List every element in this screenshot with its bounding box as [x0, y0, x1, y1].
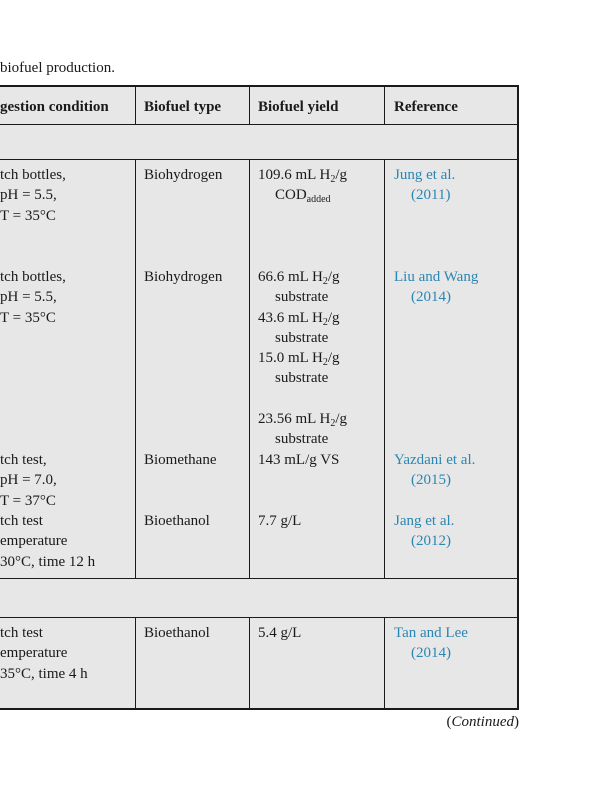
row-divider [0, 617, 517, 618]
yield-value: COD [275, 187, 307, 204]
yield-value: substrate [275, 289, 329, 306]
cell-biofuel-type: Biohydrogen [144, 269, 223, 285]
cell-digestion-condition [0, 267, 66, 328]
yield-line [258, 185, 347, 205]
cell-digestion-condition [0, 165, 66, 226]
cell-digestion-condition [0, 623, 88, 684]
cell-reference[interactable] [394, 165, 455, 206]
cell-biofuel-yield [258, 165, 347, 206]
yield-value: 5.4 g/L [258, 625, 302, 641]
header-biofuel-yield: Biofuel yield [258, 99, 339, 115]
yield-subscript: 2 [330, 174, 336, 185]
condition-line: tch test [0, 513, 43, 529]
row-divider [0, 159, 517, 160]
continued-note: (Continued) [446, 714, 519, 730]
reference-link-line[interactable]: Liu and Wang [394, 269, 479, 285]
cell-biofuel-yield [258, 267, 347, 449]
condition-line: pH = 5.5, [0, 289, 57, 306]
reference-link-line[interactable]: (2015) [411, 472, 451, 489]
yield-unit: /g [335, 410, 348, 427]
condition-line: tch test, [0, 452, 47, 468]
cell-reference[interactable] [394, 623, 468, 664]
condition-line: tch bottles, [0, 269, 66, 285]
yield-value: 23.56 mL H [258, 410, 331, 427]
condition-line: emperature [0, 533, 68, 550]
reference-link-line[interactable]: (2011) [411, 187, 451, 204]
yield-spacer [258, 389, 347, 409]
reference-link-line[interactable]: (2014) [411, 289, 451, 306]
yield-unit: /g [327, 309, 340, 326]
yield-unit: /g [327, 269, 340, 285]
condition-line: tch bottles, [0, 167, 66, 183]
yield-line [258, 328, 347, 348]
yield-subscript: 2 [330, 417, 336, 429]
reference-link-line[interactable]: (2014) [411, 645, 451, 662]
yield-line [258, 429, 347, 449]
condition-line: T = 37°C [0, 492, 56, 509]
condition-line: emperature [0, 645, 68, 662]
condition-line: pH = 5.5, [0, 187, 57, 204]
cell-biofuel-type: Bioethanol [144, 513, 210, 529]
reference-link-line[interactable]: Jang et al. [394, 513, 455, 529]
condition-line: T = 35°C [0, 309, 56, 326]
reference-link-line[interactable]: (2012) [411, 533, 451, 550]
cell-reference[interactable] [394, 511, 454, 552]
yield-value: 109.6 mL H [258, 167, 331, 183]
yield-line [258, 409, 347, 429]
yield-line [258, 308, 347, 328]
yield-subscript: 2 [322, 316, 328, 328]
cell-biofuel-type: Bioethanol [144, 625, 210, 641]
header-biofuel-type: Biofuel type [144, 99, 222, 115]
yield-line [258, 368, 347, 388]
cell-digestion-condition [0, 511, 95, 572]
cell-biofuel-type: Biomethane [144, 452, 217, 468]
yield-subscript: added [306, 194, 331, 206]
yield-value: substrate [275, 431, 329, 448]
cell-reference[interactable] [394, 267, 478, 308]
cell-biofuel-yield [258, 450, 339, 470]
yield-line [258, 623, 301, 643]
yield-line [258, 348, 347, 368]
yield-value: 143 mL/g VS [258, 452, 340, 468]
cell-reference[interactable] [394, 450, 475, 491]
yield-line [258, 267, 347, 287]
yield-line [258, 511, 301, 531]
header-condition: gestion condition [0, 99, 109, 115]
condition-line: tch test [0, 625, 43, 641]
condition-line: 35°C, time 4 h [0, 665, 88, 682]
header-reference: Reference [394, 99, 458, 115]
row-divider [0, 578, 517, 579]
yield-unit: /g [327, 350, 340, 367]
yield-value: substrate [275, 329, 329, 346]
reference-link-line[interactable]: Yazdani et al. [394, 452, 476, 468]
condition-line: pH = 7.0, [0, 472, 57, 489]
reference-link-line[interactable]: Tan and Lee [394, 625, 468, 641]
reference-link-line[interactable]: Jung et al. [394, 167, 456, 183]
yield-line [258, 450, 339, 470]
table-caption: biofuel production. [0, 60, 115, 76]
yield-line [258, 165, 347, 185]
cell-biofuel-type: Biohydrogen [144, 167, 223, 183]
yield-line [258, 287, 347, 307]
yield-unit: /g [335, 167, 348, 183]
condition-line: 30°C, time 12 h [0, 553, 96, 570]
yield-value: 7.7 g/L [258, 513, 302, 529]
biofuel-table [0, 85, 519, 710]
cell-biofuel-yield [258, 511, 301, 531]
yield-value: substrate [275, 370, 329, 387]
row-divider [0, 124, 517, 125]
condition-line: T = 35°C [0, 207, 56, 224]
cell-biofuel-yield [258, 623, 301, 643]
section-band [0, 124, 517, 159]
section-band [0, 578, 517, 617]
yield-subscript: 2 [322, 357, 328, 369]
yield-value: 66.6 mL H [258, 269, 323, 285]
yield-subscript: 2 [322, 276, 328, 287]
yield-value: 15.0 mL H [258, 350, 323, 367]
yield-value: 43.6 mL H [258, 309, 323, 326]
cell-digestion-condition [0, 450, 57, 511]
